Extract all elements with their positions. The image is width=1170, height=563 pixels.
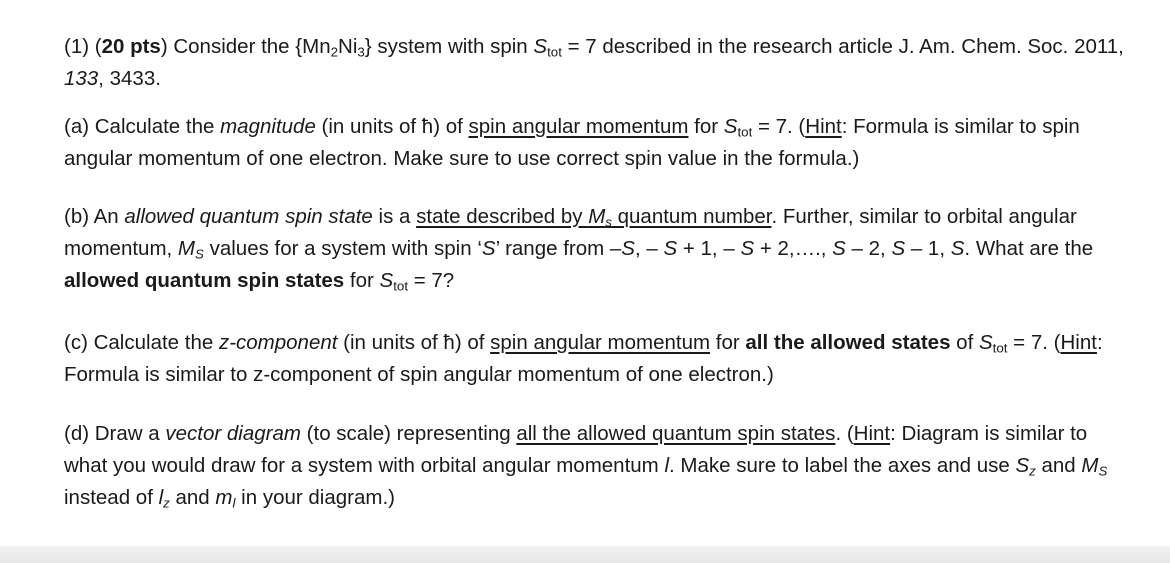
- text-span: = 7 described in the research article J. Am. Chem. Soc. 2011,: [561, 35, 1124, 58]
- emphasis: magnitude: [220, 115, 316, 138]
- text-span: and: [1035, 454, 1082, 477]
- symbol-s: S: [621, 237, 635, 260]
- emphasis: z-component: [218, 331, 338, 354]
- subscript: l: [232, 495, 236, 511]
- text-span: (c) Calculate the: [64, 331, 219, 354]
- underlined-term: spin angular momentum: [468, 115, 689, 138]
- text-span: Ni: [338, 35, 358, 58]
- part-c: [64, 327, 1124, 391]
- points-label: 20 pts: [101, 35, 161, 58]
- symbol-s: S: [663, 237, 678, 260]
- subscript: S: [1098, 463, 1108, 479]
- text-span: ) Consider the {Mn: [160, 35, 331, 58]
- text-span: + 1, –: [677, 237, 741, 260]
- text-span: (b) An: [64, 205, 125, 228]
- subscript: s: [605, 214, 612, 230]
- symbol-m: M: [588, 205, 606, 228]
- question-intro: [64, 31, 1124, 95]
- hint-label: Hint: [805, 115, 842, 138]
- text-span: in your diagram.): [235, 486, 395, 509]
- subscript: tot: [393, 278, 409, 294]
- symbol-s: S: [950, 237, 965, 260]
- subscript: tot: [992, 340, 1008, 356]
- symbol-s: S: [723, 115, 738, 138]
- emphasis: vector diagram: [165, 422, 301, 445]
- text-span: is a: [372, 205, 417, 228]
- part-b: [64, 201, 1124, 297]
- symbol-s: S: [1015, 454, 1030, 477]
- text-span: = 7?: [408, 269, 455, 292]
- subscript: z: [1029, 463, 1036, 479]
- subscript: tot: [737, 124, 753, 140]
- symbol-s: S: [533, 35, 548, 58]
- subscript: 2: [330, 44, 339, 60]
- bold-term: allowed quantum spin states: [64, 269, 345, 292]
- text-span: . Further, similar to orbital angular momentum,: [64, 205, 1077, 260]
- text-span: (in units of ħ) of: [315, 115, 469, 138]
- subscript: 3: [357, 44, 365, 60]
- text-span: : Diagram is similar to what you would draw for a system with orbital angular momentum: [64, 422, 1088, 477]
- part-a: [64, 111, 1124, 175]
- text-span: : Formula is similar to z-component of spin angular momentum of one electron.): [64, 331, 1103, 386]
- subscript: z: [163, 495, 170, 511]
- text-span: of: [950, 331, 979, 354]
- text-span: for: [688, 115, 724, 138]
- text-span: quantum number: [611, 205, 772, 228]
- text-span: and: [169, 486, 216, 509]
- text-span: = 7. (: [1007, 331, 1061, 354]
- text-span: for: [710, 331, 746, 354]
- text-span: ’ range from –: [495, 237, 622, 260]
- hint-label: Hint: [1060, 331, 1097, 354]
- text-span: : Formula is similar to spin angular momentum of one electron. Make sure to use correct spin value in the formula.): [64, 115, 1080, 170]
- text-span: (d) Draw a: [64, 422, 166, 445]
- text-span: state described by: [416, 205, 589, 228]
- text-span: } system with spin: [364, 35, 534, 58]
- text-span: values for a system with spin ‘: [203, 237, 482, 260]
- volume-number: 133: [64, 67, 99, 90]
- text-span: instead of: [64, 486, 159, 509]
- underlined-term: [416, 205, 771, 228]
- symbol-s: S: [481, 237, 496, 260]
- hint-label: Hint: [853, 422, 891, 445]
- text-span: . What are the: [964, 237, 1094, 260]
- symbol-l: l: [158, 486, 164, 509]
- text-span: (a) Calculate the: [64, 115, 221, 138]
- text-span: = 7. (: [752, 115, 806, 138]
- subscript: tot: [547, 44, 562, 60]
- symbol-m: M: [177, 237, 195, 260]
- text-span: . Make sure to label the axes and use: [669, 454, 1016, 477]
- symbol-s: S: [379, 269, 394, 292]
- bottom-edge: [0, 546, 1170, 563]
- text-span: (in units of ħ) of: [337, 331, 491, 354]
- text-span: (to scale) representing: [300, 422, 517, 445]
- symbol-s: S: [891, 237, 906, 260]
- text-span: – 2,: [845, 237, 892, 260]
- underlined-term: all the allowed quantum spin states: [516, 422, 836, 445]
- symbol-s: S: [832, 237, 846, 260]
- symbol-l: l: [664, 454, 670, 477]
- subscript: S: [195, 246, 204, 262]
- symbol-m: m: [215, 486, 233, 509]
- text-span: . (: [835, 422, 854, 445]
- symbol-m: M: [1081, 454, 1099, 477]
- underlined-term: spin angular momentum: [490, 331, 711, 354]
- text-span: , –: [634, 237, 664, 260]
- text-span: , 3433.: [98, 67, 161, 90]
- text-span: – 1,: [905, 237, 951, 260]
- bold-term: all the allowed states: [745, 331, 951, 354]
- text-span: for: [344, 269, 380, 292]
- text-span: (1) (: [64, 35, 102, 58]
- part-d: [64, 418, 1124, 514]
- symbol-s: S: [740, 237, 755, 260]
- emphasis: allowed quantum spin state: [124, 205, 373, 228]
- symbol-s: S: [978, 331, 993, 354]
- text-span: + 2,….,: [754, 237, 833, 260]
